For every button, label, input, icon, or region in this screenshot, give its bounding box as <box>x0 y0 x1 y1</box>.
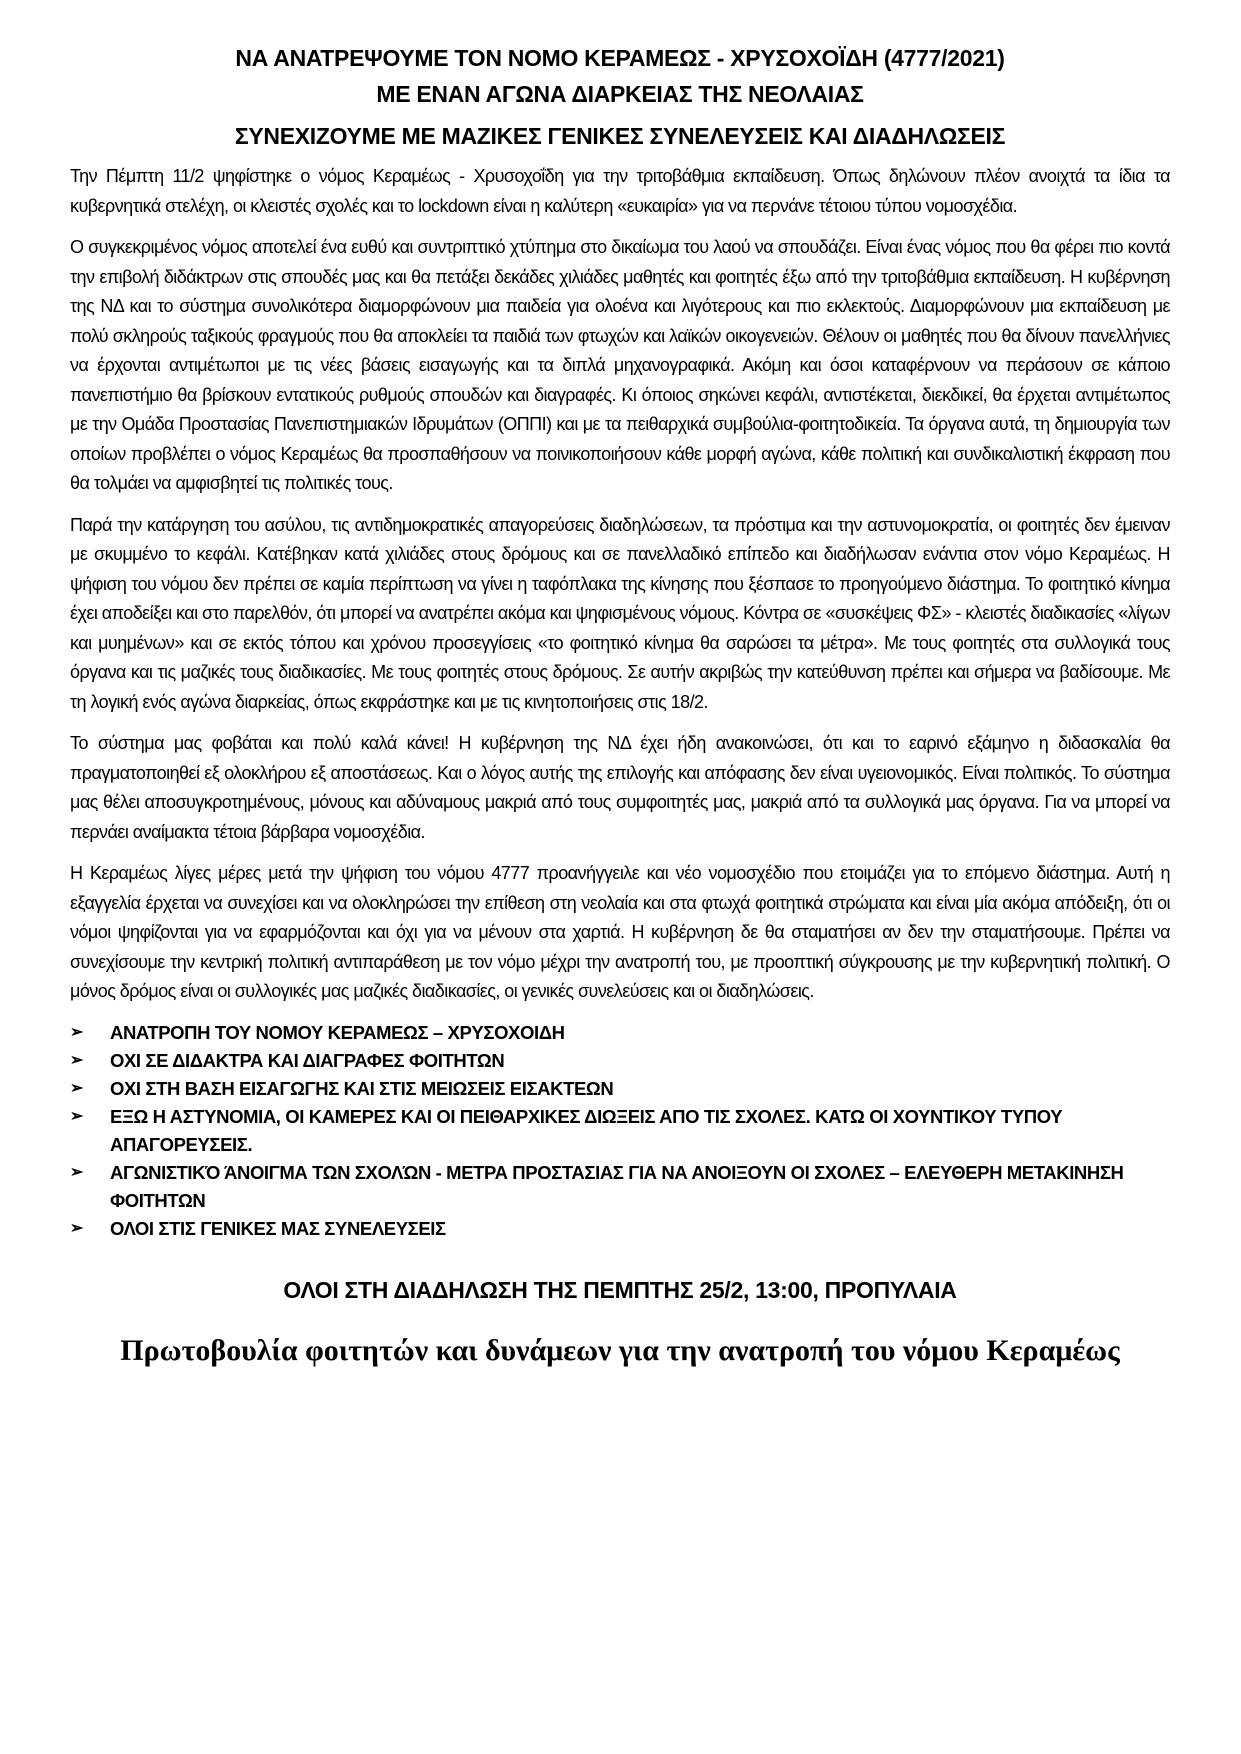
arrowhead-bullet-icon: ➢ <box>70 1219 84 1237</box>
demand-text: ΟΧΙ ΣΕ ΔΙΔΑΚΤΡΑ ΚΑΙ ΔΙΑΓΡΑΦΕΣ ΦΟΙΤΗΤΩΝ <box>110 1049 505 1071</box>
demand-text: ΕΞΩ Η ΑΣΤΥΝΟΜΙΑ, ΟΙ ΚΑΜΕΡΕΣ ΚΑΙ ΟΙ ΠΕΙΘΑΡΧΙΚΕΣ ΔΙΩΞΕΙΣ ΑΠΟ ΤΙΣ ΣΧΟΛΕΣ. ΚΑΤΩ ΟΙ ΧΟΥΝΤΙΚΟΥ ΤΥΠΟΥ ΑΠΑΓΟΡΕΥΣΕΙΣ. <box>110 1105 1063 1155</box>
demand-text: ΟΛΟΙ ΣΤΙΣ ΓΕΝΙΚΕΣ ΜΑΣ ΣΥΝΕΛΕΥΣΕΙΣ <box>110 1217 446 1239</box>
arrowhead-bullet-icon: ➢ <box>70 1163 84 1181</box>
arrowhead-bullet-icon: ➢ <box>70 1079 84 1097</box>
title-line-2: ΜΕ ΕΝΑΝ ΑΓΩΝΑ ΔΙΑΡΚΕΙΑΣ ΤΗΣ ΝΕΟΛΑΙΑΣ <box>376 81 864 107</box>
demands-list <box>70 1019 1170 1243</box>
demand-item <box>70 1103 1170 1159</box>
leaflet-page <box>70 40 1170 1368</box>
demand-text: ΑΝΑΤΡΟΠΗ ΤΟΥ ΝΟΜΟΥ ΚΕΡΑΜΕΩΣ – ΧΡΥΣΟΧΟΙΔΗ <box>110 1021 565 1043</box>
signature: Πρωτοβουλία φοιτητών και δυνάμεων για την ανατροπή του νόμου Κεραμέως <box>120 1333 1120 1367</box>
demand-item <box>70 1159 1170 1215</box>
arrowhead-bullet-icon: ➢ <box>70 1051 84 1069</box>
arrowhead-bullet-icon: ➢ <box>70 1023 84 1041</box>
subtitle: ΣΥΝΕΧΙΖΟΥΜΕ ΜΕ ΜΑΖΙΚΕΣ ΓΕΝΙΚΕΣ ΣΥΝΕΛΕΥΣΕΙΣ ΚΑΙ ΔΙΑΔΗΛΩΣΕΙΣ <box>234 123 1006 149</box>
demand-text: ΑΓΩΝΙΣΤΙΚΌ ΆΝΟΙΓΜΑ ΤΩΝ ΣΧΟΛΏΝ - ΜΕΤΡΑ ΠΡΟΣΤΑΣΙΑΣ ΓΙΑ ΝΑ ΑΝΟΙΞΟΥΝ ΟΙ ΣΧΟΛΕΣ – ΕΛΕΥΘΕΡΗ ΜΕΤΑΚΙΝΗΣΗ ΦΟΙΤΗΤΩΝ <box>110 1161 1124 1211</box>
paragraph-4: Το σύστημα μας φοβάται και πολύ καλά κάνει! Η κυβέρνηση της ΝΔ έχει ήδη ανακοινώσει, ότι και το εαρινό εξάμηνο η διδασκαλία θα πραγματοποιηθεί εξ ολοκλήρου εξ αποστάσεως. Και ο λόγος αυτής της επιλογής και απόφασης δεν είναι υγειονομικός. Είναι πολιτικός. Το σύστημα μας θέλει αποσυγκροτημένους, μόνους και αδύναμους μακριά από τους συμφοιτητές μας, μακριά από τα συλλογικά μας όργανα. Για να μπορεί να περνάει αναίμακτα τέτοια βάρβαρα νομοσχέδια. <box>70 733 1170 842</box>
paragraph-2: Ο συγκεκριμένος νόμος αποτελεί ένα ευθύ και συντριπτικό χτύπημα στο δικαίωμα του λαού να σπουδάζει. Είναι ένας νόμος που θα φέρει πιο κοντά την επιβολή διδάκτρων στις σπουδές μας και θα πετάξει δεκάδες χιλιάδες μαθητές και φοιτητές έξω από την τριτοβάθμια εκπαίδευση. Η κυβέρνηση της ΝΔ και το σύστημα συνολικότερα διαμορφώνουν μια παιδεία για ολοένα και λιγότερους και πιο εκλεκτούς. Διαμορφώνουν μια εκπαίδευση με πολύ σκληρούς ταξικούς φραγμούς που θα αποκλείει τα παιδιά των φτωχών και λαϊκών οικογενειών. Θέλουν οι μαθητές που θα δίνουν πανελλήνιες να έρχονται αντιμέτωποι με τις νέες βάσεις εισαγωγής και τα διπλά μηχανογραφικά. Ακόμη και όσοι καταφέρνουν να περάσουν σε κάποιο πανεπιστήμιο θα βρίσκουν εντατικούς ρυθμούς σπουδών και διαγραφές. Κι όποιος σηκώνει κεφάλι, αντιστέκεται, διεκδικεί, θα έρχεται αντιμέτωπος με την Ομάδα Προστασίας Πανεπιστημιακών Ιδρυμάτων (ΟΠΠΙ) και με τα πειθαρχικά συμβούλια-φοιτητοδικεία. Τα όργανα αυτά, τη δημιουργία των οποίων προβλέπει ο νόμος Κεραμέως θα προσπαθήσουν να ποινικοποιήσουν κάθε μορφή αγώνα, κάθε πολιτική και συνδικαλιστική έκφραση που θα τολμάει να αμφισβητεί τις πολιτικές τους. <box>70 237 1170 493</box>
demand-item <box>70 1019 1170 1047</box>
paragraph-5: Η Κεραμέως λίγες μέρες μετά την ψήφιση του νόμου 4777 προανήγγειλε και νέο νομοσχέδιο που ετοιμάζει για το επόμενο διάστημα. Αυτή η εξαγγελία έρχεται να συνεχίσει και να ολοκληρώσει την επίθεση στη νεολαία και στα φτωχά φοιτητικά στρώματα και είναι μία ακόμα απόδειξη, ότι οι νόμοι ψηφίζονται για να εφαρμόζονται και όχι για να μένουν στα χαρτιά. Η κυβέρνηση δε θα σταματήσει αν δεν την σταματήσουμε. Πρέπει να συνεχίσουμε την κεντρική πολιτική αντιπαράθεση με τον νόμο μέχρι την ανατροπή του, με προοπτική σύγκρουσης με την κυβερνητική πολιτική. Ο μόνος δρόμος είναι οι συλλογικές μας μαζικές διαδικασίες, οι γενικές συνελεύσεις και οι διαδηλώσεις. <box>70 863 1170 1001</box>
title-line-1: ΝΑ ΑΝΑΤΡΕΨΟΥΜΕ ΤΟΝ ΝΟΜΟ ΚΕΡΑΜΕΩΣ - ΧΡΥΣΟΧΟΪΔΗ (4777/2021) <box>235 45 1005 71</box>
demonstration-callout: ΟΛΟΙ ΣΤΗ ΔΙΑΔΗΛΩΣΗ ΤΗΣ ΠΕΜΠΤΗΣ 25/2, 13:00, ΠΡΟΠΥΛΑΙΑ <box>283 1276 957 1303</box>
demand-item <box>70 1215 1170 1243</box>
demand-item <box>70 1075 1170 1103</box>
arrowhead-bullet-icon: ➢ <box>70 1107 84 1125</box>
paragraph-3: Παρά την κατάργηση του ασύλου, τις αντιδημοκρατικές απαγορεύσεις διαδηλώσεων, τα πρόστιμα και την αστυνομοκρατία, οι φοιτητές δεν έμειναν με σκυμμένο το κεφάλι. Κατέβηκαν κατά χιλιάδες στους δρόμους και σε πανελλαδικό επίπεδο και διαδήλωσαν ενάντια στον νόμο Κεραμέως. Η ψήφιση του νόμου δεν πρέπει σε καμία περίπτωση να γίνει η ταφόπλακα της κίνησης που ξέσπασε το προηγούμενο διάστημα. Το φοιτητικό κίνημα έχει αποδείξει και στο παρελθόν, ότι μπορεί να ανατρέπει ακόμα και ψηφισμένους νόμους. Κόντρα σε «συσκέψεις ΦΣ» - κλειστές διαδικασίες «λίγων και μυημένων» και σε εκτός τόπου και χρόνου προσεγγίσεις «το φοιτητικό κίνημα θα σαρώσει τα μέτρα». Με τους φοιτητές στα συλλογικά τους όργανα και τις μαζικές τους διαδικασίες. Με τους φοιτητές στους δρόμους. Σε αυτήν ακριβώς την κατεύθυνση πρέπει και σήμερα να βαδίσουμε. Με τη λογική ενός αγώνα διαρκείας, όπως εκφράστηκε και με τις κινητοποιήσεις στις 18/2. <box>70 514 1170 712</box>
demand-text: ΟΧΙ ΣΤΗ ΒΑΣΗ ΕΙΣΑΓΩΓΗΣ ΚΑΙ ΣΤΙΣ ΜΕΙΩΣΕΙΣ ΕΙΣΑΚΤΕΩΝ <box>110 1077 614 1099</box>
paragraph-1: Την Πέμπτη 11/2 ψηφίστηκε ο νόμος Κεραμέως - Χρυσοχοΐδη για την τριτοβάθμια εκπαίδευση. Όπως δηλώνουν πλέον ανοιχτά τα ίδια τα κυβερνητικά στελέχη, οι κλειστές σχολές και το lockdown είναι η καλύτερη «ευκαιρία» για να περνάνε τέτοιου τύπου νομοσχέδια. <box>70 166 1170 216</box>
demand-item <box>70 1047 1170 1075</box>
